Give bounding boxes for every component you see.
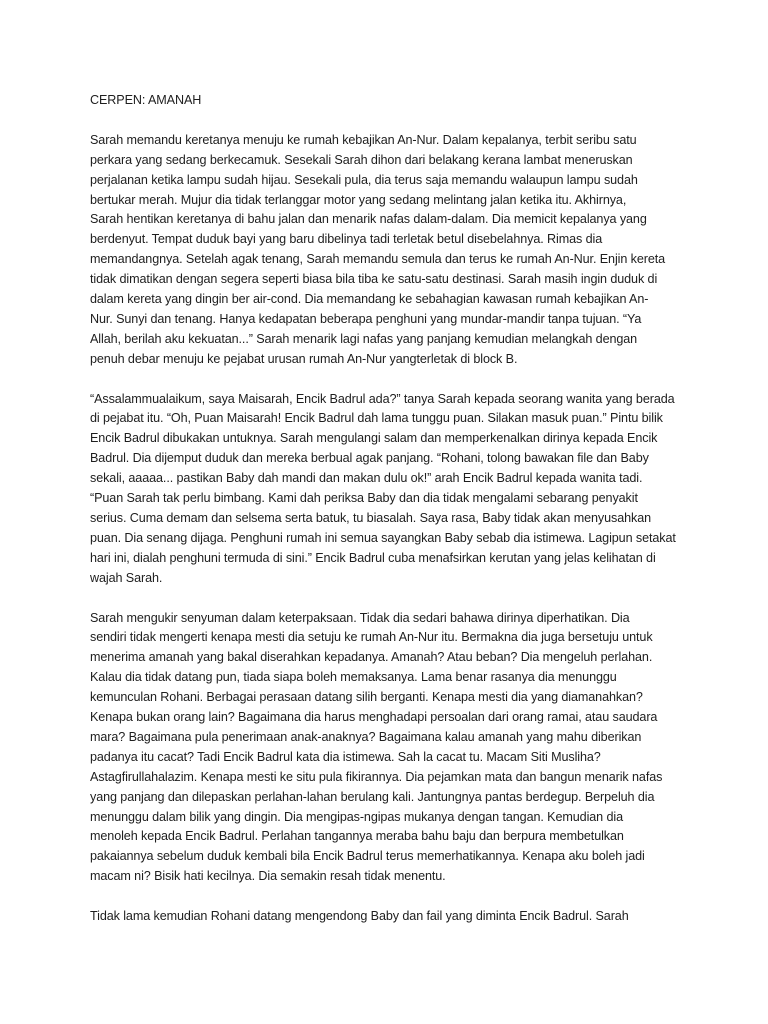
- text-line: di pejabat itu. “Oh, Puan Maisarah! Encik Badrul dah lama tunggu puan. Silakan masuk puan.” Pintu bilik: [90, 411, 663, 426]
- paragraph: [90, 609, 690, 888]
- text-line: sendiri tidak mengerti kenapa mesti dia setuju ke rumah An-Nur itu. Bermakna dia juga bersetuju untuk: [90, 630, 653, 645]
- text-line: Encik Badrul dibukakan untuknya. Sarah mengulangi salam dan memperkenalkan dirinya kepada Encik: [90, 431, 658, 446]
- paragraph: [90, 131, 690, 370]
- text-line: Sarah mengukir senyuman dalam keterpaksaan. Tidak dia sedari bahawa dirinya diperhatikan. Dia: [90, 610, 630, 625]
- text-line: macam ni? Bisik hati kecilnya. Dia semakin resah tidak menentu.: [90, 869, 446, 884]
- text-line: Nur. Sunyi dan tenang. Hanya kedapatan beberapa penghuni yang mundar-mandir tanpa tujuan. “Ya: [90, 311, 642, 326]
- text-line: memandangnya. Setelah agak tenang, Sarah memandu semula dan terus ke rumah An-Nur. Enjin kereta: [90, 252, 666, 267]
- document-title: CERPEN: AMANAH: [90, 93, 202, 107]
- text-line: mara? Bagaimana pula penerimaan anak-anaknya? Bagaimana kalau amanah yang mahu diberikan: [90, 729, 642, 744]
- text-line: perjalanan ketika lampu sudah hijau. Sesekali pula, dia terus saja memandu walaupun lampu sudah: [90, 172, 638, 187]
- document-body: [90, 91, 690, 947]
- text-line: hari ini, dialah penghuni termuda di sini.” Encik Badrul cuba menafsirkan kerutan yang jelas kelihatan di: [90, 550, 656, 565]
- text-line: serius. Cuma demam dan selsema serta batuk, tu biasalah. Saya rasa, Baby tidak akan menyusahkan: [90, 511, 652, 525]
- text-line: wajah Sarah.: [90, 570, 163, 585]
- text-line: puan. Dia senang dijaga. Penghuni rumah ini semua sayangkan Baby sebab dia istimewa. Lagipun setakat: [90, 530, 676, 545]
- paragraph: [90, 390, 690, 589]
- text-line: Sarah hentikan keretanya di bahu jalan dan menarik nafas dalam-dalam. Dia memicit kepalanya yang: [90, 212, 647, 227]
- text-line: “Puan Sarah tak perlu bimbang. Kami dah periksa Baby dan dia tidak mengalami sebarang penyakit: [90, 491, 638, 506]
- text-line: pakaiannya sebelum duduk kembali bila Encik Badrul terus memerhatikannya. Kenapa aku boleh jadi: [90, 849, 645, 864]
- text-line: bertukar merah. Mujur dia tidak terlanggar motor yang sedang melintang jalan ketika itu. Akhirnya,: [90, 192, 627, 207]
- text-line: Sarah memandu keretanya menuju ke rumah kebajikan An-Nur. Dalam kepalanya, terbit seribu satu: [90, 132, 637, 147]
- text-line: kemunculan Rohani. Berbagai perasaan datang silih berganti. Kenapa mesti dia yang diamanahkan?: [90, 690, 643, 705]
- text-line: yang panjang dan dilepaskan perlahan-lahan berulang kali. Jantungnya pantas berdegup. Berpeluh dia: [90, 789, 655, 804]
- text-line: tidak dimatikan dengan segera seperti biasa bila tiba ke satu-satu destinasi. Sarah masih ingin duduk di: [90, 272, 658, 287]
- text-line: perkara yang sedang berkecamuk. Sesekali Sarah dihon dari belakang kerana lambat meneruskan: [90, 152, 633, 167]
- text-line: penuh debar menuju ke pejabat urusan rumah An-Nur yangterletak di block B.: [90, 351, 518, 366]
- text-line: menoleh kepada Encik Badrul. Perlahan tangannya meraba bahu baju dan berpura membetulkan: [90, 829, 624, 844]
- text-line: Astagfirullahalazim. Kenapa mesti ke situ pula fikirannya. Dia pejamkan mata dan bangun menarik nafas: [90, 769, 663, 784]
- text-line: dalam kereta yang dingin ber air-cond. Dia memandang ke sebahagian kawasan rumah kebajikan An-: [90, 292, 649, 307]
- text-line: Kenapa bukan orang lain? Bagaimana dia harus menghadapi persoalan dari orang ramai, atau saudara: [90, 710, 658, 725]
- text-line: “Assalammualaikum, saya Maisarah, Encik Badrul ada?” tanya Sarah kepada seorang wanita yang berada: [90, 391, 675, 406]
- text-line: Kalau dia tidak datang pun, tiada siapa boleh memaksanya. Lama benar rasanya dia menunggu: [90, 670, 617, 685]
- text-line: menunggu dalam bilik yang dingin. Dia mengipas-ngipas mukanya dengan tangan. Kemudian dia: [90, 809, 623, 824]
- text-line: padanya itu cacat? Tadi Encik Badrul kata dia istimewa. Sah la cacat tu. Macam Siti Musliha?: [90, 749, 601, 764]
- text-line: Tidak lama kemudian Rohani datang mengendong Baby dan fail yang diminta Encik Badrul. Sarah: [90, 909, 629, 924]
- text-line: berdenyut. Tempat duduk bayi yang baru dibelinya tadi terletak betul disebelahnya. Rimas dia: [90, 232, 603, 247]
- text-line: Badrul. Dia dijemput duduk dan mereka berbual agak panjang. “Rohani, tolong bawakan file dan Baby: [90, 451, 649, 466]
- text-line: sekali, aaaaa... pastikan Baby dah mandi dan makan dulu ok!” arah Encik Badrul kepada wanita tadi.: [90, 471, 643, 486]
- text-line: Allah, berilah aku kekuatan...” Sarah menarik lagi nafas yang panjang kemudian melangkah dengan: [90, 331, 638, 346]
- paragraph-list: [90, 131, 690, 927]
- text-line: menerima amanah yang bakal diserahkan kepadanya. Amanah? Atau beban? Dia mengeluh perlahan.: [90, 650, 653, 665]
- paragraph: [90, 907, 690, 927]
